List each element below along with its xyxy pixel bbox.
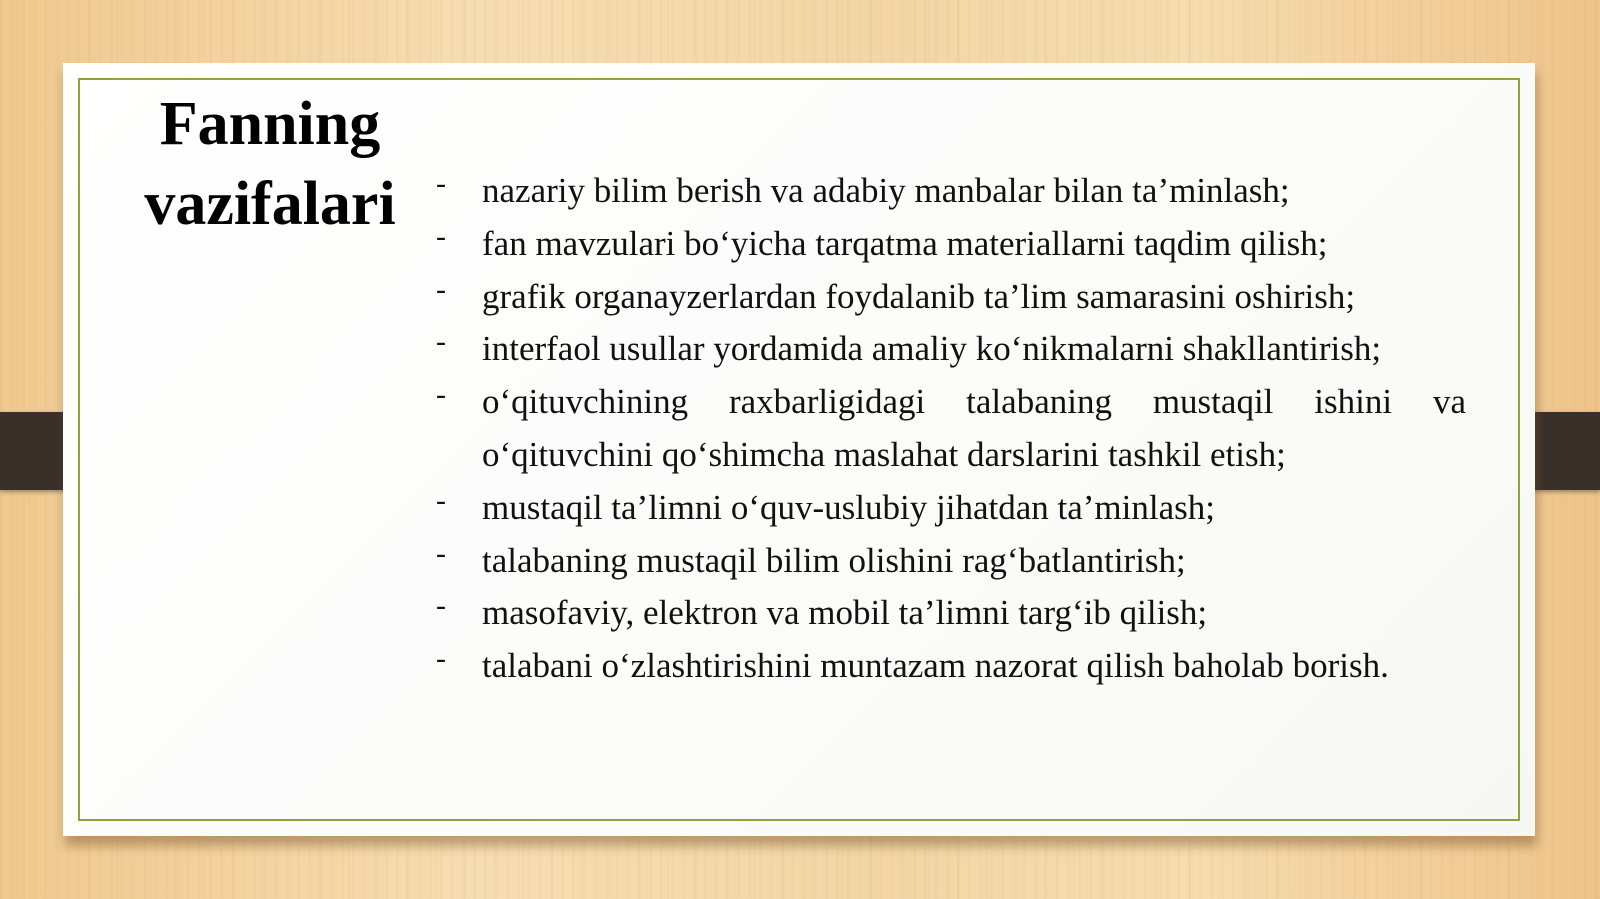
task-text: grafik organayzerlardan foydalanib ta’lim samarasini oshirish; bbox=[482, 276, 1356, 316]
dash-bullet-icon: - bbox=[436, 325, 446, 359]
task-item bbox=[436, 482, 1466, 535]
task-item bbox=[436, 271, 1466, 324]
task-text: talabani o‘zlashtirishini muntazam nazorat qilish baholab borish. bbox=[482, 646, 1389, 686]
task-item bbox=[436, 587, 1466, 640]
task-text: interfaol usullar yordamida amaliy ko‘nikmalarni shakllantirish; bbox=[482, 329, 1382, 369]
task-text: o‘qituvchining raxbarligidagi talabaning mustaqil ishini va o‘qituvchini qo‘shimcha maslahat darslarini tashkil etish; bbox=[482, 382, 1466, 474]
dash-bullet-icon: - bbox=[436, 589, 446, 623]
dash-bullet-icon: - bbox=[436, 167, 446, 200]
dash-bullet-icon: - bbox=[436, 219, 446, 253]
task-item bbox=[436, 165, 1466, 218]
dash-bullet-icon: - bbox=[436, 536, 446, 570]
dash-bullet-icon: - bbox=[436, 642, 446, 676]
task-text: nazariy bilim berish va adabiy manbalar bilan ta’minlash; bbox=[482, 171, 1290, 210]
dash-bullet-icon: - bbox=[436, 483, 446, 517]
task-list bbox=[436, 165, 1466, 693]
slide-title bbox=[115, 84, 425, 244]
task-item bbox=[436, 218, 1466, 271]
task-item bbox=[436, 640, 1466, 693]
dash-bullet-icon: - bbox=[436, 378, 446, 412]
task-text: mustaqil ta’limni o‘quv-uslubiy jihatdan ta’minlash; bbox=[482, 487, 1215, 527]
slide-title-line-2: vazifalari bbox=[144, 170, 396, 238]
task-text: masofaviy, elektron va mobil ta’limni targ‘ib qilish; bbox=[482, 593, 1208, 633]
task-text: talabaning mustaqil bilim olishini rag‘batlantirish; bbox=[482, 540, 1186, 580]
slide-title-line-1: Fanning bbox=[159, 90, 381, 158]
task-item bbox=[436, 376, 1466, 482]
dash-bullet-icon: - bbox=[436, 272, 446, 306]
task-item bbox=[436, 323, 1466, 376]
task-text: fan mavzulari bo‘yicha tarqatma materiallarni taqdim qilish; bbox=[482, 223, 1328, 263]
task-item bbox=[436, 535, 1466, 588]
